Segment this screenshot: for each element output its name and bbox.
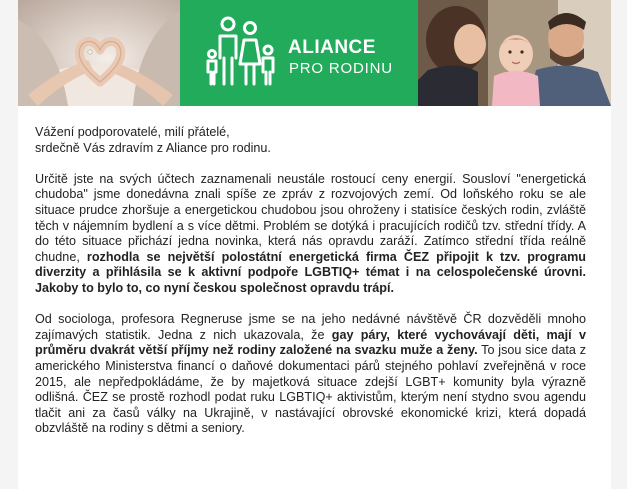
letter-body [35,125,586,452]
brand-name: ALIANCE [288,37,376,58]
paragraph-statistics [35,312,586,437]
greeting [35,125,586,156]
hands-heart-photo [18,0,180,106]
greeting-line: Vážení podporovatelé, milí přátelé, [35,125,230,139]
header-banner [18,0,611,106]
paragraph-emphasis: gay páry, které vychovávají děti, mají v průměru dvakrát větší příjmy než rodiny založené na svazku muže a ženy. [35,327,586,358]
brand-logo-panel [180,0,418,106]
family-photo [418,0,611,106]
paragraph-text: Od sociologa, profesora Regneruse jsme se na jeho nedávné návštěvě ČR dozvěděli mnoho zajímavých statistik. Jedna z nich ukazovala, že [35,312,586,342]
paragraph-emphasis: rozhodla se největší polostátní energetická firma ČEZ připojit k tzv. programu diverzity a přihlásila se k aktivní podpoře LGBTIQ+ témat i na celospolečenské úrovni. Jakoby to bylo to, co nyní českou společnost opravdu trápí. [35,249,586,295]
greeting-line: srdečně Vás zdravím z Aliance pro rodinu. [35,140,271,155]
paragraph-energy [35,172,586,297]
paragraph-text: To jsou sice data z amerického Ministerstva financí o daňové dokumentaci párů stejného pohlaví zveřejněná v roce 2015, ale nepředpokládáme, že by majetková situace zdejší LGBT+ komunity byla výrazně odlišná. ČEZ se prostě rozhodl podat ruku LGBTIQ+ aktivistům, kterým není stydno svou agendu tlačit ani za časů války na Ukrajině, v nastávající obrovské ekonomické krizi, která dopadá obzvláště na rodiny s dětmi a seniory. [35,343,586,436]
paragraph-text: Určitě jste na svých účtech zaznamenali neustále rostoucí ceny energií. Sousloví "energetická chudoba" jsme donedávna znali spíše ze zpráv z rozvojových zemí. Od loňského roku se ale situace prudce zhoršuje a energetickou chudobou jsou ohroženy i statisíce českých rodin, zvláště těch v nájemním bydlení a s více dětmi. Problém se dotýká i pracujících rodičů tzv. střední třídy. A do této situace přichází jedna novinka, která nás opravdu zaráží. Zatímco střední třída reálně chudne, [35,171,586,264]
brand-subtitle: PRO RODINU [289,60,393,77]
family-logo-icon [206,14,282,92]
